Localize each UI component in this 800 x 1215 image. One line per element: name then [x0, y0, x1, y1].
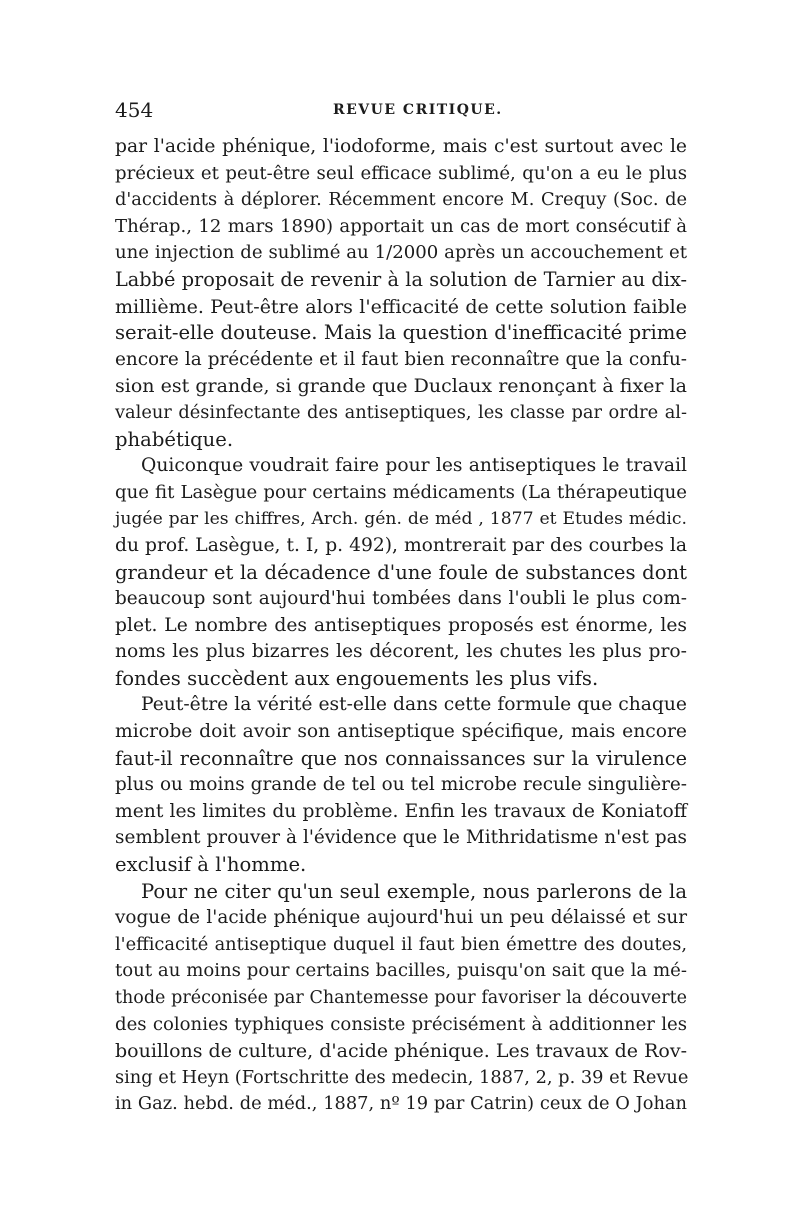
- text-line: des colonies typhiques consiste précisément à additionner les: [115, 1013, 687, 1035]
- text-line: semblent prouver à l'évidence que le Mithridatisme n'est pas: [115, 827, 687, 849]
- text-line: serait-elle douteuse. Mais la question d'inefficacité prime: [115, 321, 687, 345]
- text-line: Peut-être la vérité est-elle dans cette formule que chaque: [141, 694, 687, 716]
- text-line: d'accidents à déplorer. Récemment encore M. Crequy (Soc. de: [115, 189, 687, 211]
- text-line: encore la précédente et il faut bien reconnaître que la confu-: [115, 348, 687, 370]
- text-line: Labbé proposait de revenir à la solution de Tarnier au dix-: [115, 267, 687, 291]
- text-line: bouillons de culture, d'acide phénique. Les travaux de Rov-: [115, 1040, 687, 1063]
- text-line: par l'acide phénique, l'iodoforme, mais c'est surtout avec le: [115, 136, 687, 157]
- text-line: valeur désinfectante des antiseptiques, les classe par ordre al-: [115, 401, 687, 423]
- paragraph: [115, 134, 687, 453]
- text-line: thode préconisée par Chantemesse pour favoriser la découverte: [115, 988, 687, 1008]
- running-head: REVUE CRITIQUE.: [333, 102, 503, 118]
- text-line: sing et Heyn (Fortschritte des medecin, 1887, 2, p. 39 et Revue: [115, 1066, 689, 1088]
- text-line: une injection de sublimé au 1/2000 après un accouchement et: [115, 242, 687, 264]
- text-line: vogue de l'acide phénique aujourd'hui un peu délaissé et sur: [115, 907, 687, 929]
- text-line: l'efficacité antiseptique duquel il faut bien émettre des doutes,: [115, 933, 687, 955]
- text-line: Quiconque voudrait faire pour les antiseptiques le travail: [141, 455, 687, 477]
- text-line: jugée par les chiffres, Arch. gén. de méd , 1877 et Etudes médic.: [115, 509, 687, 530]
- text-line: ment les limites du problème. Enfin les travaux de Koniatoff: [115, 800, 687, 822]
- page-header: [115, 98, 687, 130]
- text-line: Pour ne citer qu'un seul exemple, nous parlerons de la: [141, 879, 687, 903]
- text-line: millième. Peut-être alors l'efficacité de cette solution faible: [115, 295, 687, 318]
- paragraph: [115, 453, 687, 692]
- paragraph: [115, 692, 687, 878]
- page-number: 454: [115, 98, 154, 122]
- text-line: plus ou moins grande de tel ou tel microbe recule singulière-: [115, 774, 687, 796]
- text-line: in Gaz. hebd. de méd., 1887, nº 19 par Catrin) ceux de O Johan: [115, 1093, 687, 1115]
- text-line: sion est grande, si grande que Duclaux renonçant à fixer la: [115, 375, 687, 398]
- paragraph: [115, 879, 687, 1118]
- body-text: [115, 134, 687, 1118]
- text-line: faut-il reconnaître que nos connaissances sur la virulence: [115, 746, 687, 770]
- text-line: plet. Le nombre des antiseptiques proposés est énorme, les: [115, 614, 687, 636]
- text-line: microbe doit avoir son antiseptique spécifique, mais encore: [115, 721, 687, 743]
- text-line: du prof. Lasègue, t. I, p. 492), montrerait par des courbes la: [115, 534, 687, 556]
- text-line: que fit Lasègue pour certains médicaments (La thérapeutique: [115, 481, 687, 503]
- text-line: exclusif à l'homme.: [115, 853, 307, 877]
- text-line: précieux et peut-être seul efficace sublimé, qu'on a eu le plus: [115, 162, 687, 184]
- text-line: fondes succèdent aux engouements les plus vifs.: [115, 666, 599, 690]
- text-line: phabétique.: [115, 427, 234, 451]
- text-line: noms les plus bizarres les décorent, les chutes les plus pro-: [115, 641, 687, 663]
- text-line: grandeur et la décadence d'une foule de substances dont: [115, 560, 687, 584]
- text-line: tout au moins pour certains bacilles, puisqu'on sait que la mé-: [115, 960, 687, 982]
- text-line: beaucoup sont aujourd'hui tombées dans l'oubli le plus com-: [115, 588, 687, 610]
- text-line: Thérap., 12 mars 1890) apportait un cas de mort consécutif à: [115, 215, 687, 237]
